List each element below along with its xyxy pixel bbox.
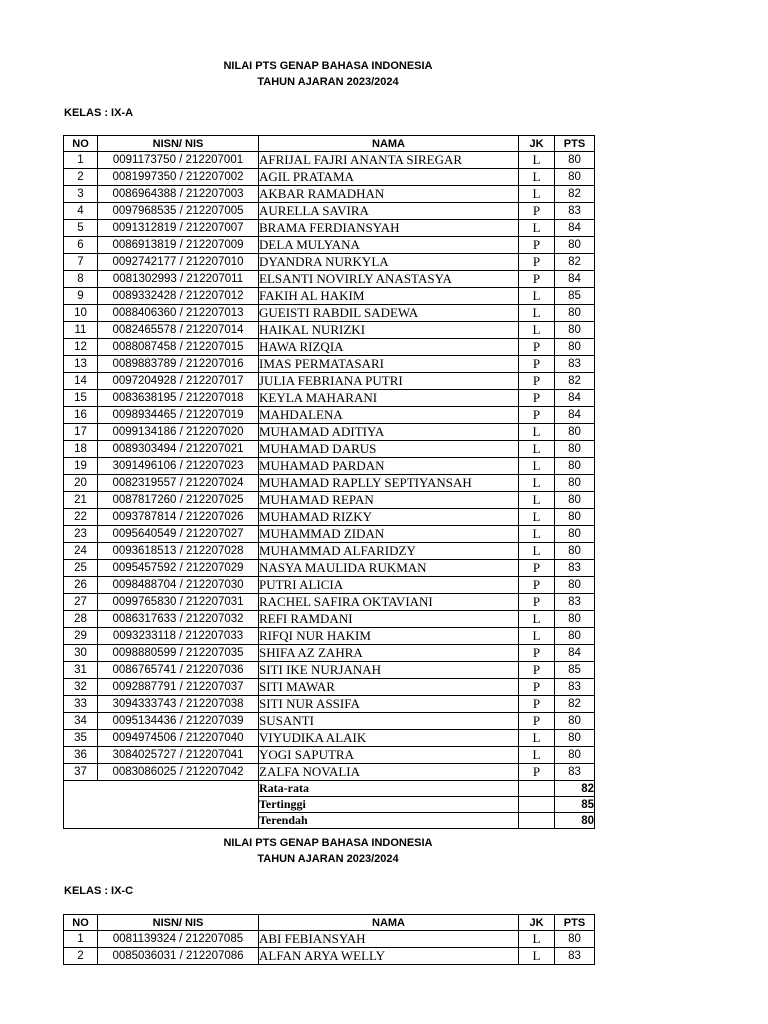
- cell-no: 17: [64, 424, 98, 441]
- cell-pts: 80: [555, 458, 595, 475]
- cell-pts: 80: [555, 543, 595, 560]
- cell-nisn-nis: 0099134186 / 212207020: [98, 424, 259, 441]
- cell-no: 29: [64, 628, 98, 645]
- cell-pts: 83: [555, 356, 595, 373]
- header-nisn-nis: NISN/ NIS: [98, 136, 259, 152]
- table-row: [64, 560, 595, 577]
- cell-nama: ABI FEBIANSYAH: [259, 931, 519, 948]
- cell-no: 1: [64, 152, 98, 169]
- cell-nama: AKBAR RAMADHAN: [259, 186, 519, 203]
- table-row: [64, 237, 595, 254]
- summary-label: Rata-rata: [259, 781, 519, 797]
- cell-jk: P: [519, 356, 555, 373]
- cell-no: 33: [64, 696, 98, 713]
- cell-nama: MUHAMAD REPAN: [259, 492, 519, 509]
- summary-value: 82: [555, 781, 595, 797]
- table-row: [64, 526, 595, 543]
- table-row: [64, 594, 595, 611]
- cell-jk: L: [519, 152, 555, 169]
- cell-no: 12: [64, 339, 98, 356]
- cell-nama: IMAS PERMATASARI: [259, 356, 519, 373]
- cell-nama: JULIA FEBRIANA PUTRI: [259, 373, 519, 390]
- cell-jk: L: [519, 169, 555, 186]
- cell-nama: MUHAMAD ADITIYA: [259, 424, 519, 441]
- cell-nama: ZALFA NOVALIA: [259, 764, 519, 781]
- table-row: [64, 356, 595, 373]
- table-row: [64, 305, 595, 322]
- cell-no: 30: [64, 645, 98, 662]
- cell-no: 8: [64, 271, 98, 288]
- cell-pts: 83: [555, 560, 595, 577]
- cell-pts: 84: [555, 407, 595, 424]
- cell-pts: 80: [555, 424, 595, 441]
- cell-no: 22: [64, 509, 98, 526]
- table-row: [64, 407, 595, 424]
- cell-no: 15: [64, 390, 98, 407]
- table-row: [64, 169, 595, 186]
- cell-no: 2: [64, 169, 98, 186]
- table-row: [64, 203, 595, 220]
- cell-nisn-nis: 0089303494 / 212207021: [98, 441, 259, 458]
- cell-jk: L: [519, 186, 555, 203]
- table-row: [64, 662, 595, 679]
- cell-no: 14: [64, 373, 98, 390]
- table-row: [64, 948, 595, 965]
- cell-jk: L: [519, 628, 555, 645]
- cell-no: 21: [64, 492, 98, 509]
- cell-no: 23: [64, 526, 98, 543]
- cell-nama: BRAMA FERDIANSYAH: [259, 220, 519, 237]
- cell-no: 13: [64, 356, 98, 373]
- cell-jk: P: [519, 203, 555, 220]
- cell-nama: FAKIH AL HAKIM: [259, 288, 519, 305]
- table-row: [64, 492, 595, 509]
- summary-value: 85: [555, 797, 595, 813]
- cell-nisn-nis: 0086765741 / 212207036: [98, 662, 259, 679]
- cell-nama: RACHEL SAFIRA OKTAVIANI: [259, 594, 519, 611]
- header-no: NO: [64, 136, 98, 152]
- cell-pts: 80: [555, 152, 595, 169]
- cell-nisn-nis: 3091496106 / 212207023: [98, 458, 259, 475]
- cell-nama: ELSANTI NOVIRLY ANASTASYA: [259, 271, 519, 288]
- cell-pts: 83: [555, 764, 595, 781]
- cell-nisn-nis: 0081997350 / 212207002: [98, 169, 259, 186]
- cell-nisn-nis: 0097968535 / 212207005: [98, 203, 259, 220]
- cell-pts: 80: [555, 611, 595, 628]
- cell-nama: SITI MAWAR: [259, 679, 519, 696]
- cell-no: 9: [64, 288, 98, 305]
- cell-no: 35: [64, 730, 98, 747]
- header-nisn-nis: NISN/ NIS: [98, 915, 259, 931]
- cell-nisn-nis: 0095134436 / 212207039: [98, 713, 259, 730]
- table-row: [64, 288, 595, 305]
- cell-jk: L: [519, 730, 555, 747]
- cell-pts: 82: [555, 254, 595, 271]
- table-row: [64, 764, 595, 781]
- table-body: [64, 152, 595, 781]
- cell-pts: 85: [555, 288, 595, 305]
- cell-jk: P: [519, 407, 555, 424]
- table-row: [64, 441, 595, 458]
- cell-no: 1: [64, 931, 98, 948]
- section-a-title-line1: NILAI PTS GENAP BAHASA INDONESIA: [223, 60, 433, 72]
- cell-pts: 80: [555, 730, 595, 747]
- table-row: [64, 271, 595, 288]
- cell-no: 6: [64, 237, 98, 254]
- section-a-kelas-label: KELAS : IX-A: [64, 107, 134, 119]
- cell-no: 3: [64, 186, 98, 203]
- cell-jk: P: [519, 662, 555, 679]
- cell-nama: HAWA RIZQIA: [259, 339, 519, 356]
- cell-jk: L: [519, 526, 555, 543]
- cell-jk: L: [519, 747, 555, 764]
- cell-jk: P: [519, 339, 555, 356]
- table-row: [64, 611, 595, 628]
- cell-nama: REFI RAMDANI: [259, 611, 519, 628]
- table-body: [64, 931, 595, 965]
- table-row: [64, 339, 595, 356]
- cell-pts: 82: [555, 186, 595, 203]
- cell-nisn-nis: 0087817260 / 212207025: [98, 492, 259, 509]
- cell-nama: SITI IKE NURJANAH: [259, 662, 519, 679]
- cell-nama: HAIKAL NURIZKI: [259, 322, 519, 339]
- cell-nisn-nis: 3084025727 / 212207041: [98, 747, 259, 764]
- cell-pts: 80: [555, 322, 595, 339]
- summary-blank-cell: [64, 781, 259, 829]
- cell-nisn-nis: 0086964388 / 212207003: [98, 186, 259, 203]
- cell-pts: 82: [555, 696, 595, 713]
- cell-jk: P: [519, 594, 555, 611]
- cell-nisn-nis: 0094974506 / 212207040: [98, 730, 259, 747]
- table-row: [64, 322, 595, 339]
- cell-jk: L: [519, 288, 555, 305]
- table-summary: [64, 781, 595, 829]
- cell-pts: 80: [555, 713, 595, 730]
- summary-empty-jk: [519, 797, 555, 813]
- cell-nisn-nis: 3094333743 / 212207038: [98, 696, 259, 713]
- cell-nisn-nis: 0095640549 / 212207027: [98, 526, 259, 543]
- cell-nisn-nis: 0088406360 / 212207013: [98, 305, 259, 322]
- cell-pts: 85: [555, 662, 595, 679]
- cell-jk: L: [519, 220, 555, 237]
- header-nama: NAMA: [259, 915, 519, 931]
- cell-pts: 80: [555, 747, 595, 764]
- cell-no: 7: [64, 254, 98, 271]
- cell-nisn-nis: 0086913819 / 212207009: [98, 237, 259, 254]
- cell-jk: P: [519, 271, 555, 288]
- cell-jk: L: [519, 441, 555, 458]
- cell-no: 4: [64, 203, 98, 220]
- cell-nisn-nis: 0099765830 / 212207031: [98, 594, 259, 611]
- cell-nisn-nis: 0091173750 / 212207001: [98, 152, 259, 169]
- cell-no: 27: [64, 594, 98, 611]
- cell-nama: DYANDRA NURKYLA: [259, 254, 519, 271]
- cell-pts: 84: [555, 645, 595, 662]
- table-row: [64, 730, 595, 747]
- grades-table-ix-a: [63, 135, 595, 829]
- summary-value: 80: [555, 813, 595, 829]
- cell-no: 32: [64, 679, 98, 696]
- cell-nisn-nis: 0086317633 / 212207032: [98, 611, 259, 628]
- cell-no: 20: [64, 475, 98, 492]
- cell-nisn-nis: 0098488704 / 212207030: [98, 577, 259, 594]
- cell-nisn-nis: 0098934465 / 212207019: [98, 407, 259, 424]
- cell-pts: 83: [555, 594, 595, 611]
- cell-pts: 80: [555, 339, 595, 356]
- cell-pts: 84: [555, 220, 595, 237]
- table-row: [64, 373, 595, 390]
- cell-nama: MUHAMMAD ALFARIDZY: [259, 543, 519, 560]
- cell-jk: P: [519, 237, 555, 254]
- cell-nisn-nis: 0081139324 / 212207085: [98, 931, 259, 948]
- cell-nisn-nis: 0089883789 / 212207016: [98, 356, 259, 373]
- cell-nisn-nis: 0095457592 / 212207029: [98, 560, 259, 577]
- cell-pts: 80: [555, 577, 595, 594]
- table-row: [64, 186, 595, 203]
- cell-nisn-nis: 0097204928 / 212207017: [98, 373, 259, 390]
- cell-nama: AFRIJAL FAJRI ANANTA SIREGAR: [259, 152, 519, 169]
- cell-no: 25: [64, 560, 98, 577]
- summary-empty-jk: [519, 813, 555, 829]
- cell-no: 26: [64, 577, 98, 594]
- cell-jk: L: [519, 611, 555, 628]
- grades-table-ix-c: [63, 914, 595, 965]
- cell-no: 37: [64, 764, 98, 781]
- table-row: [64, 931, 595, 948]
- table-row: [64, 696, 595, 713]
- cell-pts: 80: [555, 441, 595, 458]
- table-header-row: [64, 136, 595, 152]
- cell-nisn-nis: 0092887791 / 212207037: [98, 679, 259, 696]
- table-row: [64, 543, 595, 560]
- cell-no: 36: [64, 747, 98, 764]
- cell-jk: L: [519, 424, 555, 441]
- cell-pts: 80: [555, 492, 595, 509]
- cell-pts: 80: [555, 237, 595, 254]
- table-row: [64, 424, 595, 441]
- cell-nisn-nis: 0093787814 / 212207026: [98, 509, 259, 526]
- summary-label: Terendah: [259, 813, 519, 829]
- cell-jk: P: [519, 713, 555, 730]
- cell-jk: P: [519, 577, 555, 594]
- table-row: [64, 747, 595, 764]
- table-row: [64, 628, 595, 645]
- summary-empty-jk: [519, 781, 555, 797]
- cell-jk: P: [519, 764, 555, 781]
- cell-nama: NASYA MAULIDA RUKMAN: [259, 560, 519, 577]
- section-c-title-line1: NILAI PTS GENAP BAHASA INDONESIA: [223, 837, 433, 849]
- cell-jk: P: [519, 560, 555, 577]
- cell-no: 31: [64, 662, 98, 679]
- cell-pts: 83: [555, 679, 595, 696]
- header-no: NO: [64, 915, 98, 931]
- cell-jk: L: [519, 458, 555, 475]
- cell-nisn-nis: 0083086025 / 212207042: [98, 764, 259, 781]
- cell-pts: 80: [555, 305, 595, 322]
- cell-jk: L: [519, 305, 555, 322]
- cell-no: 19: [64, 458, 98, 475]
- cell-pts: 80: [555, 509, 595, 526]
- cell-no: 34: [64, 713, 98, 730]
- cell-jk: L: [519, 509, 555, 526]
- cell-nisn-nis: 0082319557 / 212207024: [98, 475, 259, 492]
- header-pts: PTS: [555, 915, 595, 931]
- cell-nisn-nis: 0098880599 / 212207035: [98, 645, 259, 662]
- table-row: [64, 152, 595, 169]
- cell-no: 2: [64, 948, 98, 965]
- cell-pts: 80: [555, 169, 595, 186]
- cell-pts: 84: [555, 390, 595, 407]
- cell-nisn-nis: 0091312819 / 212207007: [98, 220, 259, 237]
- cell-no: 28: [64, 611, 98, 628]
- cell-jk: P: [519, 373, 555, 390]
- table-row: [64, 679, 595, 696]
- table-row: [64, 713, 595, 730]
- cell-nama: VIYUDIKA ALAIK: [259, 730, 519, 747]
- cell-nama: YOGI SAPUTRA: [259, 747, 519, 764]
- cell-nama: SITI NUR ASSIFA: [259, 696, 519, 713]
- cell-jk: L: [519, 475, 555, 492]
- cell-pts: 80: [555, 475, 595, 492]
- cell-jk: L: [519, 543, 555, 560]
- cell-nama: KEYLA MAHARANI: [259, 390, 519, 407]
- cell-nama: MUHAMAD PARDAN: [259, 458, 519, 475]
- cell-nama: MUHAMAD RAPLLY SEPTIYANSAH: [259, 475, 519, 492]
- cell-nama: ALFAN ARYA WELLY: [259, 948, 519, 965]
- cell-jk: L: [519, 931, 555, 948]
- cell-jk: P: [519, 645, 555, 662]
- summary-label: Tertinggi: [259, 797, 519, 813]
- cell-nama: MUHAMAD DARUS: [259, 441, 519, 458]
- cell-no: 24: [64, 543, 98, 560]
- cell-nama: AURELLA SAVIRA: [259, 203, 519, 220]
- cell-nisn-nis: 0088087458 / 212207015: [98, 339, 259, 356]
- cell-nisn-nis: 0092742177 / 212207010: [98, 254, 259, 271]
- header-jk: JK: [519, 136, 555, 152]
- cell-nama: RIFQI NUR HAKIM: [259, 628, 519, 645]
- cell-nama: MUHAMMAD ZIDAN: [259, 526, 519, 543]
- cell-no: 11: [64, 322, 98, 339]
- cell-pts: 80: [555, 628, 595, 645]
- cell-nisn-nis: 0083638195 / 212207018: [98, 390, 259, 407]
- table-row: [64, 390, 595, 407]
- cell-jk: L: [519, 322, 555, 339]
- cell-jk: L: [519, 948, 555, 965]
- cell-nisn-nis: 0082465578 / 212207014: [98, 322, 259, 339]
- cell-nama: AGIL PRATAMA: [259, 169, 519, 186]
- cell-pts: 80: [555, 526, 595, 543]
- cell-jk: P: [519, 254, 555, 271]
- cell-nama: SUSANTI: [259, 713, 519, 730]
- cell-jk: P: [519, 679, 555, 696]
- table-row: [64, 254, 595, 271]
- table-row: [64, 458, 595, 475]
- cell-pts: 84: [555, 271, 595, 288]
- cell-jk: P: [519, 696, 555, 713]
- cell-nama: MAHDALENA: [259, 407, 519, 424]
- section-a-title-line2: TAHUN AJARAN 2023/2024: [257, 76, 399, 88]
- section-c-kelas-label: KELAS : IX-C: [64, 885, 134, 897]
- cell-nama: DELA MULYANA: [259, 237, 519, 254]
- cell-jk: P: [519, 390, 555, 407]
- cell-pts: 83: [555, 948, 595, 965]
- table-row: [64, 645, 595, 662]
- table-row: [64, 577, 595, 594]
- cell-nama: PUTRI ALICIA: [259, 577, 519, 594]
- header-pts: PTS: [555, 136, 595, 152]
- header-nama: NAMA: [259, 136, 519, 152]
- cell-no: 18: [64, 441, 98, 458]
- cell-pts: 83: [555, 203, 595, 220]
- cell-nisn-nis: 0093618513 / 212207028: [98, 543, 259, 560]
- cell-no: 16: [64, 407, 98, 424]
- cell-nisn-nis: 0085036031 / 212207086: [98, 948, 259, 965]
- table-row: [64, 509, 595, 526]
- cell-nama: GUEISTI RABDIL SADEWA: [259, 305, 519, 322]
- section-c-title-line2: TAHUN AJARAN 2023/2024: [257, 853, 399, 865]
- cell-nisn-nis: 0089332428 / 212207012: [98, 288, 259, 305]
- summary-row: [64, 781, 595, 797]
- cell-pts: 82: [555, 373, 595, 390]
- cell-no: 10: [64, 305, 98, 322]
- cell-nama: SHIFA AZ ZAHRA: [259, 645, 519, 662]
- header-jk: JK: [519, 915, 555, 931]
- cell-nisn-nis: 0093233118 / 212207033: [98, 628, 259, 645]
- cell-pts: 80: [555, 931, 595, 948]
- cell-nama: MUHAMAD RIZKY: [259, 509, 519, 526]
- cell-nisn-nis: 0081302993 / 212207011: [98, 271, 259, 288]
- cell-jk: L: [519, 492, 555, 509]
- cell-no: 5: [64, 220, 98, 237]
- table-row: [64, 220, 595, 237]
- table-row: [64, 475, 595, 492]
- table-header-row: [64, 915, 595, 931]
